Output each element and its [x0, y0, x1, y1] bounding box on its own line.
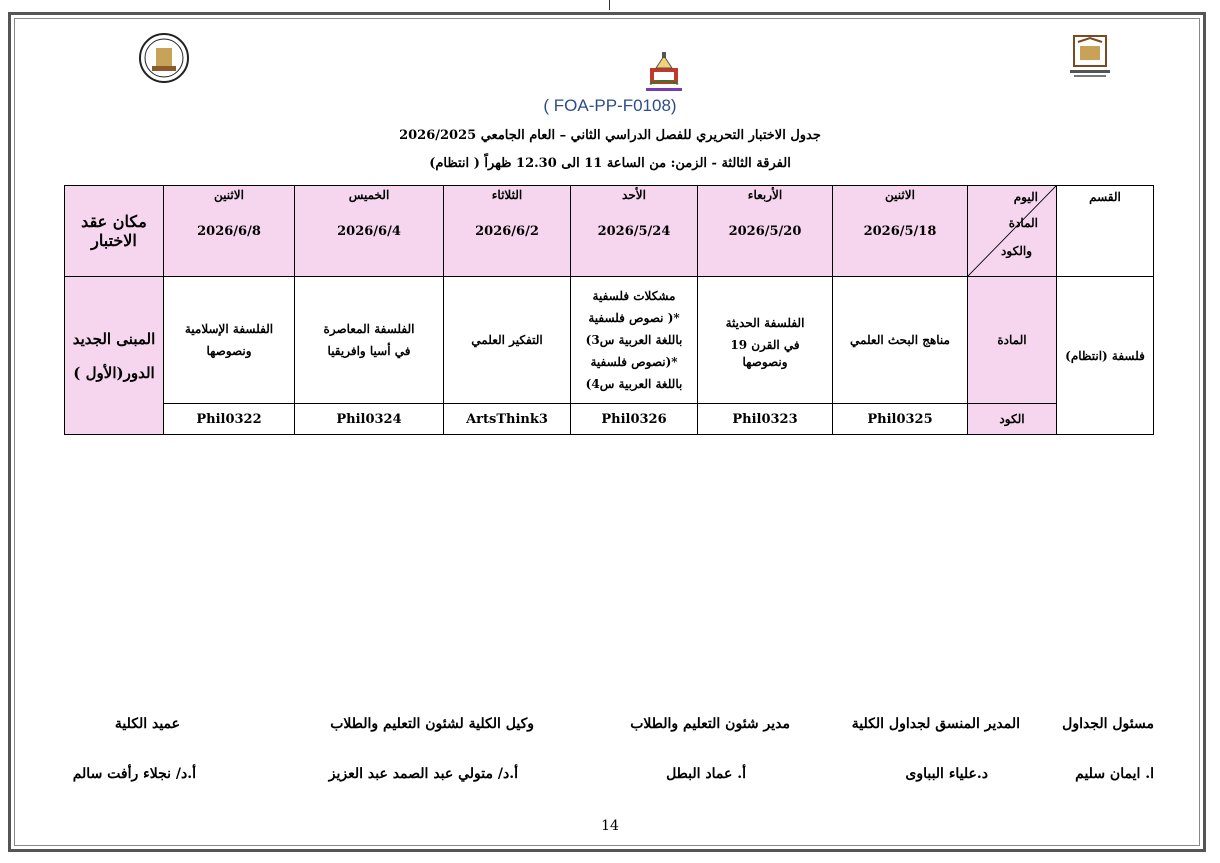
day-name: الأربعاء [747, 187, 783, 202]
dept-header: القسم [1089, 190, 1121, 204]
faculty-seal-logo [138, 32, 190, 84]
signature-title-3: مدير شئون التعليم والطلاب [630, 716, 790, 732]
university-crest-logo [640, 48, 688, 96]
place-header-cell [65, 186, 164, 277]
subject-line: التفكير العلمي [471, 333, 543, 347]
dept-name: فلسفة (انتظام) [1065, 348, 1145, 363]
corner-day-label: اليوم [1013, 190, 1038, 204]
day-date: 2026/5/24 [597, 223, 671, 239]
code-cell-6: Phil0322 [164, 404, 295, 435]
code-cell-5: Phil0324 [295, 404, 444, 435]
signature-title-1: مسئول الجداول [1062, 716, 1154, 732]
subject-cell-4 [444, 277, 571, 404]
corner-diagonal-line [968, 186, 1056, 276]
subject-cell-3 [571, 277, 698, 404]
page-number: 14 [601, 818, 619, 834]
dept-header-cell [1057, 186, 1154, 277]
subject-line: في أسيا وافريقيا [327, 344, 411, 358]
day-date: 2026/5/18 [863, 223, 937, 239]
subject-line: الفلسفة المعاصرة [323, 322, 415, 336]
schedule-subtitle: الفرقة الثالثة - الزمن: من الساعة 11 الى 12.30 ظهراً ( انتظام) [429, 156, 791, 171]
signature-name-5: أ.د/ نجلاء رأفت سالم [72, 766, 196, 782]
day-name: الأحد [622, 187, 646, 202]
code-label-cell [968, 404, 1057, 435]
exam-schedule-table [64, 185, 1154, 435]
code-cell-3: Phil0326 [571, 404, 698, 435]
dept-cell [1057, 277, 1154, 435]
code-label: الكود [999, 412, 1025, 426]
day-header-3 [571, 186, 698, 277]
day-header-4 [444, 186, 571, 277]
subject-cell-5 [295, 277, 444, 404]
subject-line: باللغة العربية س3) [585, 333, 683, 347]
subject-line: ونصوصها [206, 344, 252, 358]
code-cell-4: ArtsThink3 [444, 404, 571, 435]
day-name: الخميس [348, 187, 390, 202]
corner-header-cell [968, 186, 1057, 277]
code-cell-2: Phil0323 [698, 404, 833, 435]
signature-name-1: ا. ايمان سليم [1075, 766, 1154, 782]
day-date: 2026/6/2 [475, 223, 539, 239]
signature-title-4: وكيل الكلية لشئون التعليم والطلاب [330, 716, 534, 732]
day-date: 2026/5/20 [728, 223, 802, 239]
signature-title-5: عميد الكلية [114, 716, 180, 732]
table-header-row [65, 186, 1154, 277]
subject-line: *( نصوص فلسفية [588, 311, 680, 325]
signature-title-2: المدير المنسق لجداول الكلية [851, 716, 1020, 732]
schedule-title: جدول الاختبار التحريري للفصل الدراسي الثاني – العام الجامعي 2026/2025 [399, 128, 821, 143]
place-building: المبنى الجديد [72, 329, 156, 348]
day-header-1 [833, 186, 968, 277]
signature-name-4: أ.د/ متولي عبد الصمد عبد العزيز [328, 766, 518, 782]
form-code: ( FOA-PP-F0108) [543, 96, 677, 115]
day-name: الاثنين [214, 187, 244, 202]
cairo-university-logo [1064, 32, 1116, 80]
top-tick-mark [609, 0, 610, 10]
day-name: الاثنين [885, 187, 915, 202]
day-date: 2026/6/8 [197, 223, 261, 239]
place-header: مكان عقد الاختبار [81, 212, 147, 250]
day-header-5 [295, 186, 444, 277]
day-header-2 [698, 186, 833, 277]
place-cell [65, 277, 164, 435]
corner-subject-label: المادة [1008, 216, 1038, 230]
code-cell-1: Phil0325 [833, 404, 968, 435]
subject-line: ونصوصها [742, 355, 788, 369]
subject-line: باللغة العربية س4) [585, 377, 683, 391]
subject-cell-2 [698, 277, 833, 404]
subject-line: *(نصوص فلسفية [590, 355, 678, 369]
subject-line: في القرن 19 [730, 338, 800, 352]
day-header-6 [164, 186, 295, 277]
subject-row [65, 277, 1154, 404]
day-date: 2026/6/4 [337, 223, 401, 239]
subject-line: مناهج البحث العلمي [850, 333, 950, 347]
subject-cell-6 [164, 277, 295, 404]
subject-label: المادة [997, 333, 1027, 347]
subject-line: مشكلات فلسفية [592, 289, 676, 303]
subject-line: الفلسفة الحديثة [725, 316, 805, 330]
subject-cell-1 [833, 277, 968, 404]
place-floor: الدور(الأول ) [73, 363, 155, 382]
code-row [65, 404, 1154, 435]
corner-code-label: والكود [1001, 244, 1032, 258]
day-name: الثلاثاء [491, 187, 523, 202]
subject-line: الفلسفة الإسلامية [184, 322, 274, 336]
signature-name-3: أ. عماد البطل [666, 766, 746, 782]
subject-label-cell [968, 277, 1057, 404]
signature-name-2: د.علياء البباوى [905, 766, 988, 782]
